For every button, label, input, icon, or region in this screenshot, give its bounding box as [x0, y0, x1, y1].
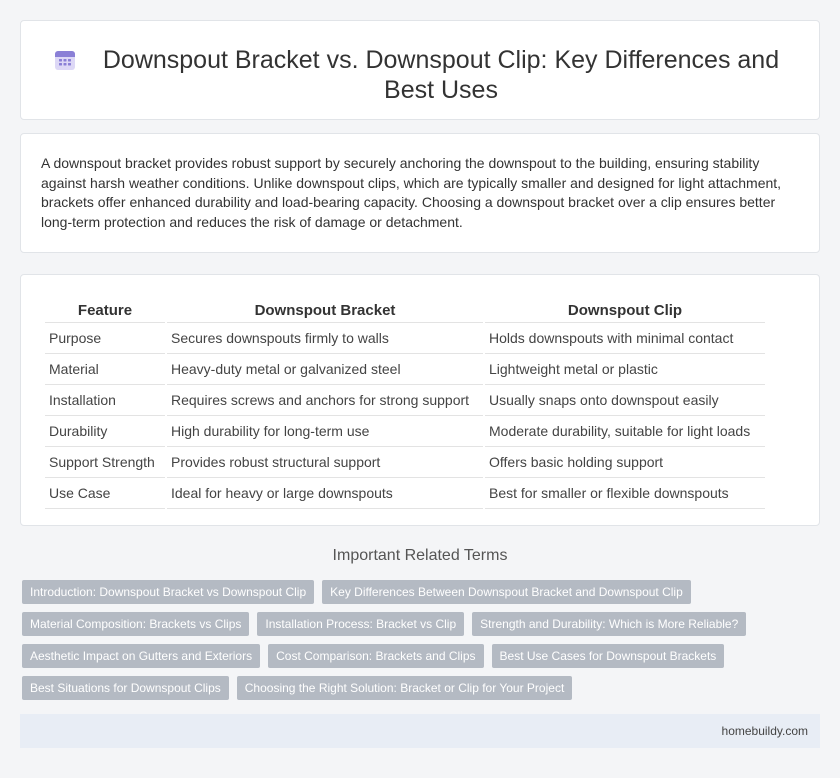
intro-card — [20, 133, 820, 253]
cell-bracket: Requires screws and anchors for strong support — [167, 385, 483, 416]
related-terms-title: Important Related Terms — [332, 547, 508, 564]
cell-feature: Material — [45, 354, 165, 385]
page-title: Downspout Bracket vs. Downspout Clip: Key Differences and Best Uses — [102, 46, 780, 104]
cell-bracket: High durability for long-term use — [167, 416, 483, 447]
cell-feature: Use Case — [45, 478, 165, 509]
table-row — [45, 447, 765, 478]
related-term-tag[interactable]: Aesthetic Impact on Gutters and Exteriors — [22, 644, 260, 668]
header-card — [20, 20, 820, 120]
related-term-tag[interactable]: Introduction: Downspout Bracket vs Downspout Clip — [22, 580, 314, 604]
cell-clip: Holds downspouts with minimal contact — [485, 323, 765, 354]
cell-bracket: Heavy-duty metal or galvanized steel — [167, 354, 483, 385]
table-row — [45, 385, 765, 416]
header-bracket: Downspout Bracket — [167, 295, 483, 323]
cell-clip: Moderate durability, suitable for light loads — [485, 416, 765, 447]
comparison-card — [20, 274, 820, 526]
cell-clip: Usually snaps onto downspout easily — [485, 385, 765, 416]
cell-clip: Lightweight metal or plastic — [485, 354, 765, 385]
table-row — [45, 478, 765, 509]
cell-clip: Best for smaller or flexible downspouts — [485, 478, 765, 509]
related-terms-list — [22, 580, 818, 700]
cell-clip: Offers basic holding support — [485, 447, 765, 478]
table-row — [45, 354, 765, 385]
cell-feature: Installation — [45, 385, 165, 416]
related-term-tag[interactable]: Best Situations for Downspout Clips — [22, 676, 229, 700]
cell-bracket: Ideal for heavy or large downspouts — [167, 478, 483, 509]
cell-feature: Durability — [45, 416, 165, 447]
related-term-tag[interactable]: Best Use Cases for Downspout Brackets — [492, 644, 725, 668]
table-row — [45, 323, 765, 354]
intro-paragraph: A downspout bracket provides robust support by securely anchoring the downspout to the building, ensuring stability against harsh weather conditions. Unlike downspout clips, which are typically smaller and designed for light attachment, brackets offer enhanced durability and load-bearing capacity. Choosing a downspout bracket over a clip ensures better long-term protection and reduces the risk of damage or detachment. — [41, 155, 782, 230]
table-header-row — [45, 295, 765, 323]
cell-bracket: Provides robust structural support — [167, 447, 483, 478]
related-term-tag[interactable]: Installation Process: Bracket vs Clip — [257, 612, 464, 636]
table-row — [45, 416, 765, 447]
cell-bracket: Secures downspouts firmly to walls — [167, 323, 483, 354]
header-feature: Feature — [45, 295, 165, 323]
related-term-tag[interactable]: Strength and Durability: Which is More Reliable? — [472, 612, 746, 636]
comparison-table — [43, 295, 767, 509]
cell-feature: Purpose — [45, 323, 165, 354]
related-term-tag[interactable]: Cost Comparison: Brackets and Clips — [268, 644, 483, 668]
related-term-tag[interactable]: Material Composition: Brackets vs Clips — [22, 612, 249, 636]
related-term-tag[interactable]: Choosing the Right Solution: Bracket or Clip for Your Project — [237, 676, 573, 700]
footer — [20, 714, 820, 748]
footer-site-name[interactable]: homebuildy.com — [721, 724, 808, 738]
cell-feature: Support Strength — [45, 447, 165, 478]
header-clip: Downspout Clip — [485, 295, 765, 323]
related-term-tag[interactable]: Key Differences Between Downspout Bracket and Downspout Clip — [322, 580, 691, 604]
